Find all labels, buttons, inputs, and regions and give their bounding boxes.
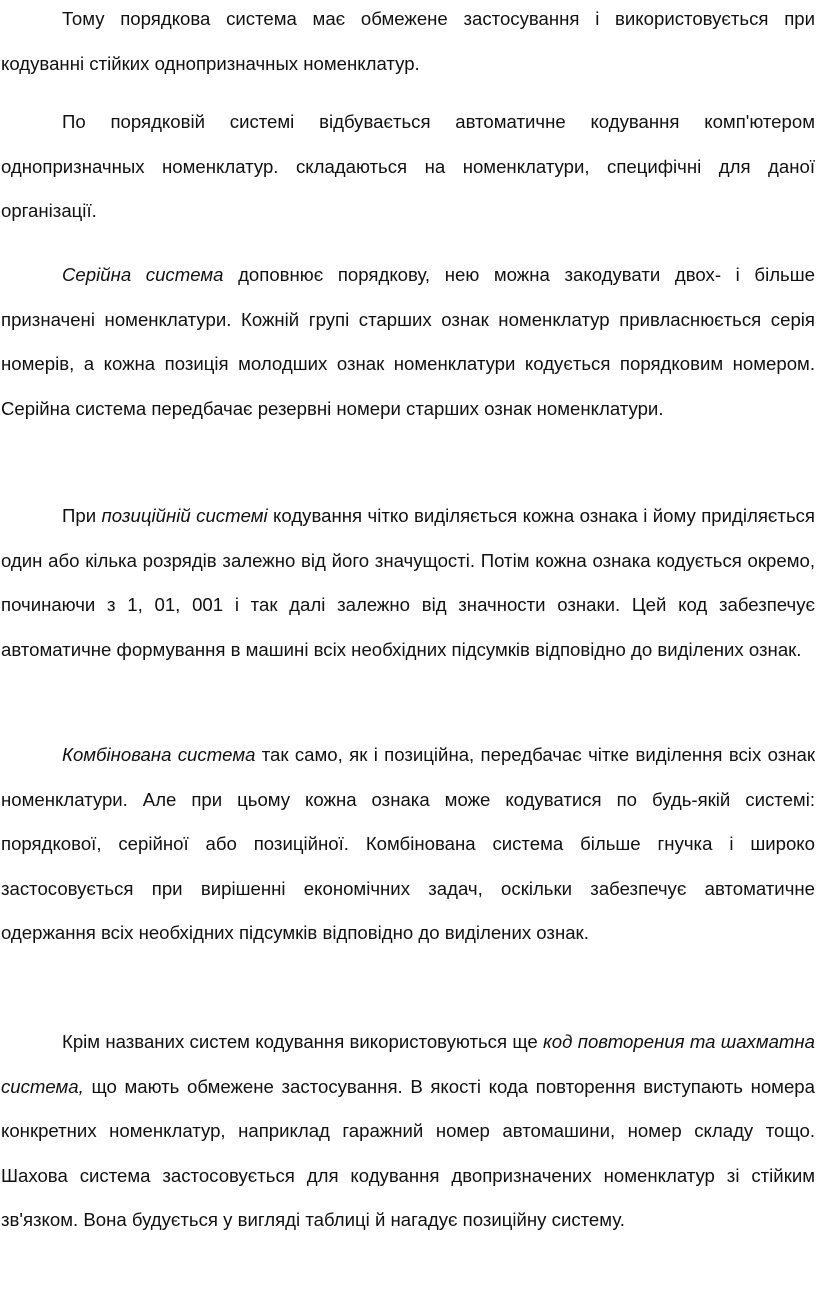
paragraph-4 [1,494,815,672]
paragraph-1-text: Тому порядкова система має обмежене застосування і використовується при кодуванні стійких однопризначных номенклатур. [1,8,815,74]
paragraph-4-text: кодування чітко виділяється кожна ознака і йому приділяється один або кілька розрядів залежно від його значущості. Потім кожна ознака кодується окремо, починаючи з 1, 01, 001 і так далі залежно від значности ознаки. Цей код забезпечує автоматичне формування в машині всіх необхідних підсумків відповідно до виділених ознак. [1,505,815,660]
paragraph-5 [1,733,815,956]
paragraph-3 [1,253,815,431]
paragraph-6-lead: Крім названих систем кодування використовуються ще [62,1031,544,1052]
paragraph-3-term: Серійна система [62,264,224,285]
paragraph-6-text: що мають обмежене застосування. В якості кода повторення виступають номера конкретних номенклатур, наприклад гаражний номер автомашини, номер складу тощо. Шахова система застосовується для кодування двопризначених номенклатур зі стійким зв'язком. Вона будується у вигляді таблиці й нагадує позиційну систему. [1,1075,815,1231]
paragraph-2-text: По порядковій системі відбувається автоматичне кодування комп'ютером однопризначных номенклатур. складаються на номенклатури, специфічні для даної організації. [1,111,815,222]
paragraph-5-text: так само, як і позиційна, передбачає чітке виділення всіх ознак номенклатури. Але при цьому кожна ознака може кодуватися по будь-якій системі: порядкової, серійної або позиційної. Комбінована система більше гнучка і широко застосовується при вирішенні економічних задач, оскільки забезпечує автоматичне одержання всіх необхідних підсумків відповідно до виділених ознак. [1,744,815,944]
paragraph-5-term: Комбінована система [62,744,256,765]
paragraph-4-term: позиційній системі [101,505,268,526]
paragraph-6 [1,1020,815,1243]
paragraph-6-term: код повторения та шахматна система, [1,1031,815,1097]
paragraph-2 [1,100,815,234]
paragraph-4-lead: При [62,505,102,526]
paragraph-1 [1,0,815,86]
paragraph-3-text: доповнює порядкову, нею можна закодувати двох- і більше призначені номенклатури. Кожній групі старших ознак номенклатур привласнюється серія номерів, а кожна позиція молодших ознак номенклатури кодується порядковим номером. Серійна система передбачає резервні номери старших ознак номенклатури. [1,264,815,419]
